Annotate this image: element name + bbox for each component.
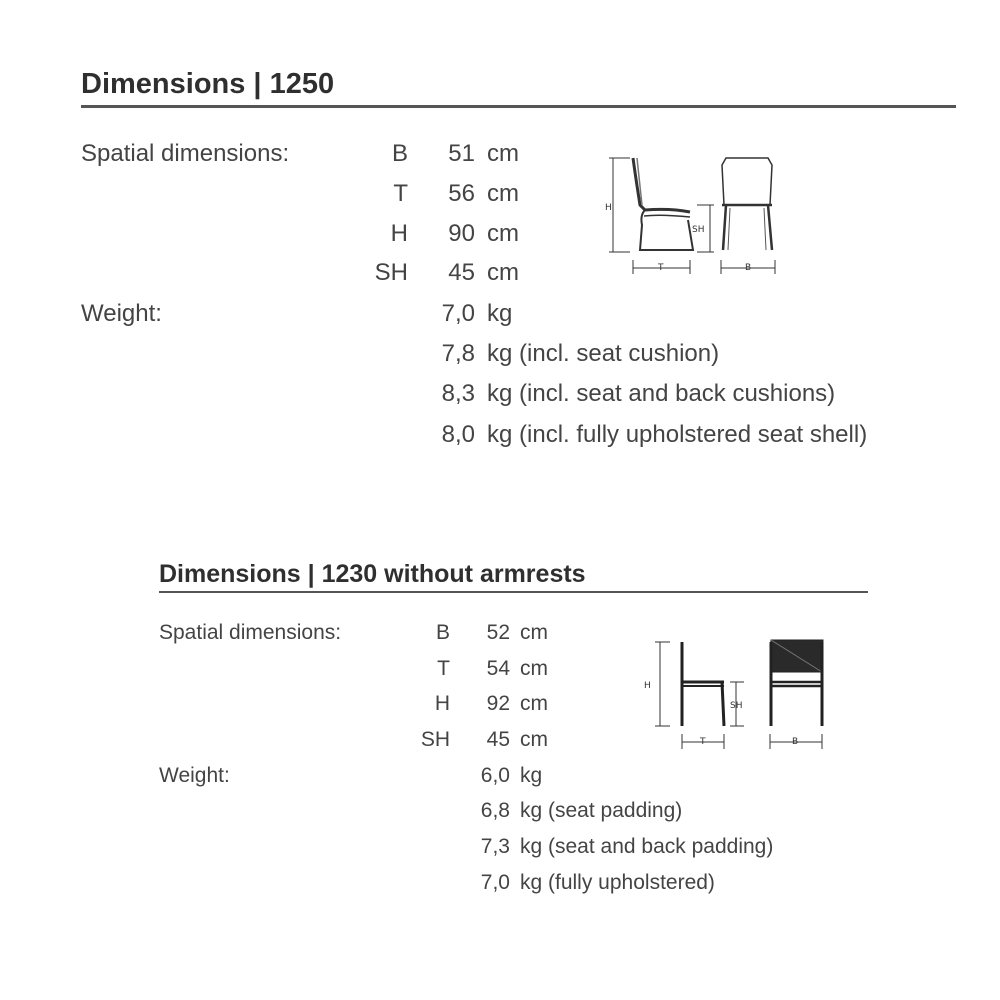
sh-dim-label: SH	[692, 225, 705, 235]
weight-text: kg	[487, 300, 513, 327]
t-dim-label: T	[700, 737, 706, 747]
h-dim-label: H	[644, 681, 651, 691]
weight-value: 7,3	[480, 835, 510, 858]
weight-label: Weight:	[81, 300, 162, 327]
dim-value: 56	[448, 180, 475, 207]
dim-key: B	[435, 621, 450, 644]
weight-value: 8,0	[441, 421, 475, 448]
dim-unit: cm	[487, 220, 519, 247]
dim-unit: cm	[520, 657, 548, 680]
dim-value: 45	[448, 259, 475, 286]
section-1250-rule	[81, 105, 956, 108]
t-dim-label: T	[658, 263, 664, 273]
weight-value: 7,0	[441, 300, 475, 327]
chair-1250-diagram	[600, 150, 790, 285]
section-1230-title: Dimensions | 1230 without armrests	[159, 560, 586, 588]
section-1230-rule	[159, 591, 868, 593]
dim-value: 45	[486, 728, 510, 751]
dim-key: H	[390, 220, 408, 247]
dim-unit: cm	[487, 259, 519, 286]
dim-value: 52	[486, 621, 510, 644]
weight-text: kg (incl. fully upholstered seat shell)	[487, 421, 868, 448]
weight-text: kg (incl. seat cushion)	[487, 340, 720, 367]
weight-text: kg (seat padding)	[520, 799, 683, 822]
section-1250-title: Dimensions | 1250	[81, 68, 335, 100]
spatial-dimensions-label: Spatial dimensions:	[81, 140, 290, 167]
dim-key: SH	[420, 728, 450, 751]
weight-value: 7,8	[441, 340, 475, 367]
dim-unit: cm	[487, 180, 519, 207]
dim-value: 92	[486, 692, 510, 715]
dim-key: T	[437, 657, 450, 680]
dim-value: 54	[486, 657, 510, 680]
dim-value: 51	[448, 140, 475, 167]
chair-1230-diagram	[640, 630, 830, 755]
weight-value: 6,8	[480, 799, 510, 822]
weight-text: kg	[520, 764, 543, 787]
spatial-dimensions-label: Spatial dimensions:	[159, 621, 342, 644]
h-dim-label: H	[605, 203, 612, 213]
dim-key: H	[434, 692, 450, 715]
dim-unit: cm	[520, 728, 548, 751]
sh-dim-label: SH	[730, 701, 743, 711]
weight-value: 8,3	[441, 380, 475, 407]
dim-value: 90	[448, 220, 475, 247]
weight-label: Weight:	[159, 764, 230, 787]
weight-value: 7,0	[480, 871, 510, 894]
dim-unit: cm	[520, 692, 548, 715]
b-dim-label: B	[745, 263, 752, 273]
dim-key: SH	[374, 259, 408, 286]
weight-text: kg (incl. seat and back cushions)	[487, 380, 836, 407]
dim-key: B	[391, 140, 408, 167]
weight-text: kg (seat and back padding)	[520, 835, 774, 858]
dim-unit: cm	[487, 140, 519, 167]
weight-text: kg (fully upholstered)	[520, 871, 715, 894]
dim-unit: cm	[520, 621, 548, 644]
weight-value: 6,0	[480, 764, 510, 787]
b-dim-label: B	[792, 737, 799, 747]
dim-key: T	[393, 180, 408, 207]
